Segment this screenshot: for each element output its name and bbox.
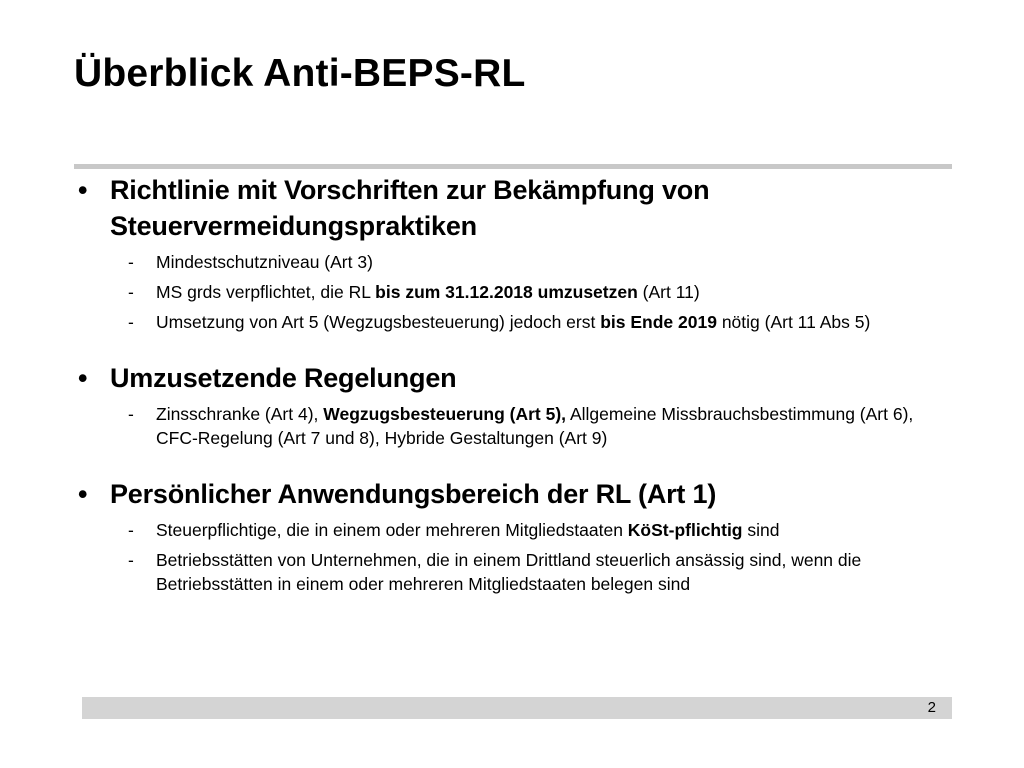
sub-item-permanent-establishments (110, 548, 954, 596)
bullet-point-icon: • (78, 175, 88, 205)
bullet-point-icon: • (78, 479, 88, 509)
bullet-point-icon: • (78, 363, 88, 393)
sub-item-text: Betriebsstätten von Unternehmen, die in einem Drittland steuerlich ansässig sind, wenn die Betriebsstätten in einem oder mehreren Mitgliedstaaten belegen sind (156, 550, 862, 594)
sub-list (110, 250, 954, 334)
dash-icon: - (128, 282, 134, 302)
bullet-rules (74, 360, 954, 450)
dash-icon: - (128, 520, 134, 540)
bullet-heading: Persönlicher Anwendungsbereich der RL (Art 1) (110, 479, 717, 509)
slide-content (74, 172, 954, 602)
sub-item-text: nötig (Art 11 Abs 5) (716, 312, 871, 332)
sub-item-emphasis: KöSt-pflichtig (627, 520, 743, 540)
sub-item-emphasis: bis Ende 2019 (600, 312, 717, 332)
sub-list (110, 402, 954, 450)
page-number: 2 (927, 699, 936, 716)
bullet-heading: Umzusetzende Regelungen (110, 363, 457, 393)
sub-item-text: sind (742, 520, 780, 540)
bullet-directive (74, 172, 954, 334)
sub-item-text: (Art 11) (637, 282, 700, 302)
sub-item-text: Steuerpflichtige, die in einem oder mehreren Mitgliedstaaten (156, 520, 628, 540)
sub-item-minimum-protection (110, 250, 954, 274)
sub-item-text: Mindestschutzniveau (Art 3) (156, 252, 373, 272)
bullet-heading: Richtlinie mit Vorschriften zur Bekämpfung von Steuervermeidungspraktiken (110, 175, 710, 241)
sub-item-text: Allgemeine Missbrauchsbestimmung (Art 6), CFC-Regelung (Art 7 und 8), Hybride Gestaltungen (Art 9) (156, 404, 914, 448)
sub-item-text: MS grds verpflichtet, die RL (156, 282, 376, 302)
sub-item-rules-list (110, 402, 954, 450)
sub-list (110, 518, 954, 596)
sub-item-exit-tax-deadline (110, 310, 954, 334)
title-divider (74, 164, 952, 169)
sub-item-emphasis: Wegzugsbesteuerung (Art 5), (323, 404, 567, 424)
dash-icon: - (128, 550, 134, 570)
dash-icon: - (128, 404, 134, 424)
sub-item-taxpayers (110, 518, 954, 542)
sub-item-implementation-deadline (110, 280, 954, 304)
dash-icon: - (128, 252, 134, 272)
dash-icon: - (128, 312, 134, 332)
footer-bar (82, 697, 952, 719)
sub-item-emphasis: bis zum 31.12.2018 umzusetzen (375, 282, 638, 302)
sub-item-text: Umsetzung von Art 5 (Wegzugsbesteuerung) jedoch erst (156, 312, 601, 332)
slide-title: Überblick Anti-BEPS-RL (74, 52, 526, 95)
sub-item-text: Zinsschranke (Art 4), (156, 404, 324, 424)
bullet-scope (74, 476, 954, 596)
